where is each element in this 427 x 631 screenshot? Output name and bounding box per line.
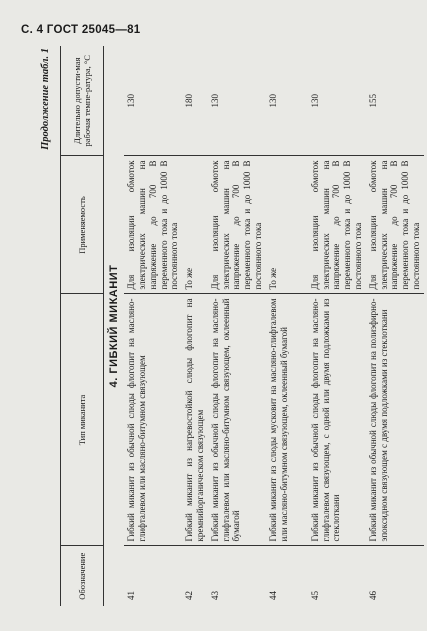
row-application: То же xyxy=(266,156,308,294)
mica-table xyxy=(60,46,424,606)
section-title: 4. ГИБКИЙ МИКАНИТ xyxy=(108,264,120,388)
column-header-application: Применяемость xyxy=(61,156,104,294)
row-type: Гибкий миканит из слюды мусковит на масляно-глифталевом или масляно-битумном связующем, оклеенный бумагой xyxy=(266,294,308,546)
row-temperature: 130 xyxy=(124,46,182,156)
page-header: С. 4 ГОСТ 25045—81 xyxy=(21,24,141,36)
table-header-row xyxy=(61,46,104,606)
column-header-designation: Обозначение xyxy=(61,546,104,606)
column-header-temperature: Длительно допусти-мая рабочая темпе-ратура, °С xyxy=(61,46,104,156)
row-designation: 42 xyxy=(184,591,195,600)
rotated-table-block xyxy=(40,46,421,606)
row-application: То же xyxy=(182,156,208,294)
row-type: Гибкий миканит из обычной слюды флогопит на масляно-глифталевом или масляно-битумном связующем xyxy=(124,294,182,546)
row-temperature: 155 xyxy=(366,46,424,156)
row-designation: 44 xyxy=(267,591,278,600)
table-row xyxy=(366,46,424,606)
row-temperature: 130 xyxy=(208,46,266,156)
column-header-type: Тип миканита xyxy=(61,294,104,546)
table-continuation-label: Продолжение табл. 1 xyxy=(40,48,51,150)
row-application: Для изоляции обмоток электрических машин на напряжение до 700 В переменного тока и до 1000 В постоянного тока xyxy=(308,156,366,294)
table-row xyxy=(182,46,208,606)
row-designation: 45 xyxy=(309,591,320,600)
row-designation: 46 xyxy=(367,591,378,600)
table-row xyxy=(266,46,308,606)
row-type: Гибкий миканит из обычной слюды флогопит на масляно-глифталевом связующем, с одной или двумя подложками из стеклоткани xyxy=(308,294,366,546)
row-type: Гибкий миканит из обычной слюды флогопит на масляно-глифталевом или масляно-битумном связующем, оклеенный бумагой xyxy=(208,294,266,546)
row-application: Для изоляции обмоток электрических машин на напряжение до 700 В переменного тока и до 1000 В постоянного тока xyxy=(124,156,182,294)
row-application: Для изоляции обмоток электрических машин на напряжение до 700 В переменного тока и до 1000 В постоянного тока xyxy=(366,156,424,294)
row-temperature: 130 xyxy=(308,46,366,156)
table-row xyxy=(208,46,266,606)
row-temperature: 130 xyxy=(266,46,308,156)
row-temperature: 180 xyxy=(182,46,208,156)
row-application: Для изоляции обмоток электрических машин на напряжение до 700 В переменного тока и до 1000 В постоянного тока xyxy=(208,156,266,294)
section-row xyxy=(104,46,125,606)
row-type: Гибкий миканит из нагревостойкой слюды флогопит на кремнийорганическом связующем xyxy=(182,294,208,546)
row-type: Гибкий миканит из обычной слюды флогопит на полиэфирно-эпоксидном связующем с двумя подложками из стеклоткани xyxy=(366,294,424,546)
table-row xyxy=(124,46,182,606)
row-designation: 43 xyxy=(209,591,220,600)
table-row xyxy=(308,46,366,606)
row-designation: 41 xyxy=(126,591,137,600)
